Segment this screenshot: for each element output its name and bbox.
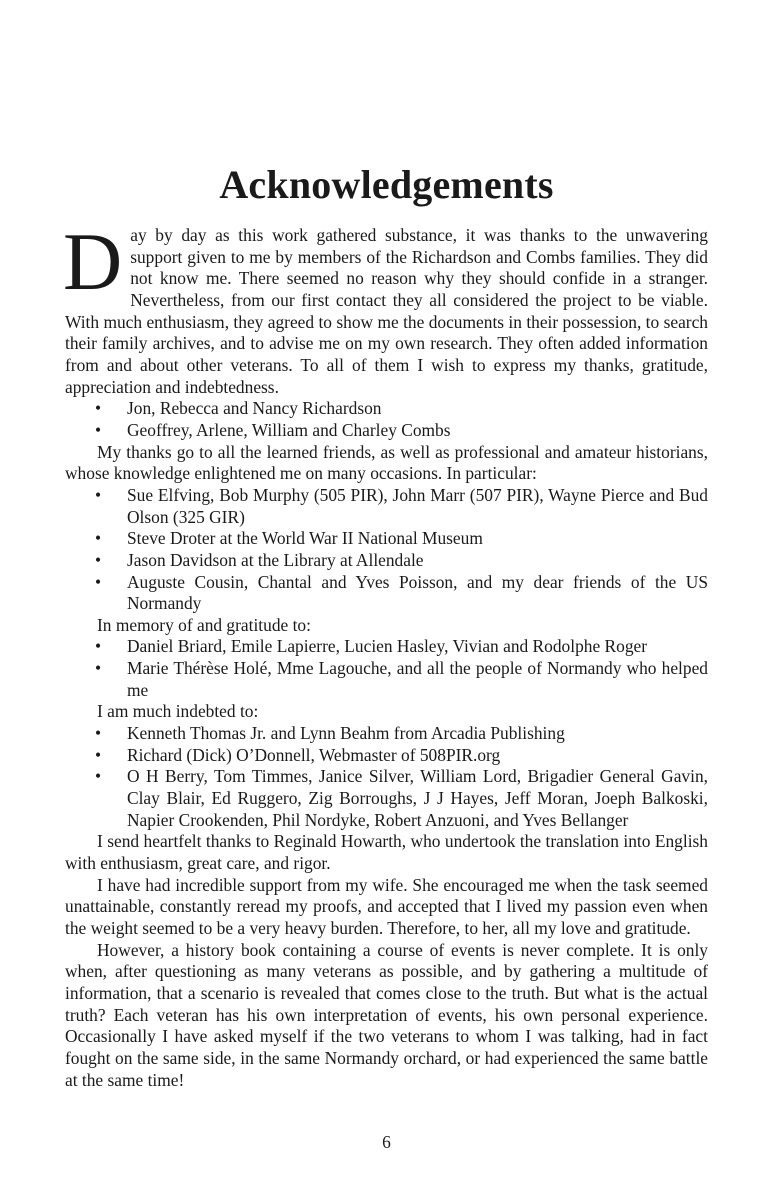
body-text: [63, 216, 708, 1091]
list-item: • Jason Davidson at the Library at Allendale: [65, 550, 708, 572]
drop-cap: D: [63, 216, 123, 307]
indebted-list: [65, 723, 708, 831]
page-number: 6: [382, 1132, 391, 1152]
list-item: • Auguste Cousin, Chantal and Yves Poisson, and my dear friends of the US Normandy: [65, 572, 708, 615]
memory-intro: In memory of and gratitude to:: [97, 614, 311, 635]
list-item: • O H Berry, Tom Timmes, Janice Silver, William Lord, Brigadier General Gavin, Clay Blair, Ed Ruggero, Zig Borroughs, J J Hayes, Jeff Moran, Joeph Balkoski, Napier Crookenden, Phil Nordyke, Robert Anzuoni, and Yves Bellanger: [65, 766, 708, 831]
intro-paragraph: [63, 216, 708, 398]
wife-paragraph: I have had incredible support from my wife. She encouraged me when the task seemed unattainable, constantly reread my proofs, and accepted that I lived my passion even when the weight seemed to be a very heavy burden. Therefore, to her, all my love and gratitude.: [65, 874, 708, 938]
list-item: • Geoffrey, Arlene, William and Charley Combs: [65, 420, 708, 442]
page-title: Acknowledgements: [219, 162, 554, 207]
list-item: • Richard (Dick) O’Donnell, Webmaster of 508PIR.org: [65, 745, 708, 767]
closing-paragraph: However, a history book containing a course of events is never complete. It is only when, after questioning as many veterans as possible, and by gathering a multitude of information, that a scenario is revealed that comes close to the truth. But what is the actual truth? Each veteran has his own interpretation of events, his own personal experience. Occasionally I have asked myself if the two veterans to whom I was talking, had in fact fought on the same side, in the same Normandy orchard, or had experienced the same battle at the same time!: [65, 939, 708, 1090]
list-item: • Marie Thérèse Holé, Mme Lagouche, and all the people of Normandy who helped me: [65, 658, 708, 701]
indebted-intro: I am much indebted to:: [97, 701, 259, 722]
list-item: • Jon, Rebecca and Nancy Richardson: [65, 398, 708, 420]
historians-list: [65, 485, 708, 615]
list-item: • Kenneth Thomas Jr. and Lynn Beahm from Arcadia Publishing: [65, 723, 708, 745]
list-item: • Sue Elfving, Bob Murphy (505 PIR), John Marr (507 PIR), Wayne Pierce and Bud Olson (325 GIR): [65, 485, 708, 528]
list-item: • Daniel Briard, Emile Lapierre, Lucien Hasley, Vivian and Rodolphe Roger: [65, 636, 708, 658]
list-item: • Steve Droter at the World War II National Museum: [65, 528, 708, 550]
families-list: [65, 398, 708, 441]
intro-text: ay by day as this work gathered substance, it was thanks to the unwavering support given to me by members of the Richardson and Combs families. They did not know me. There seemed no reason why they should confide in a stranger. Nevertheless, from our first contact they all considered the project to be viable. With much enthusiasm, they agreed to show me the documents in their possession, to search their family archives, and to advise me on my own research. They often added information from and about other veterans. To all of them I wish to express my thanks, gratitude, appreciation and indebtedness.: [65, 225, 708, 397]
translation-paragraph: I send heartfelt thanks to Reginald Howarth, who undertook the translation into English with enthusiasm, great care, and rigor.: [65, 831, 708, 874]
historians-intro: My thanks go to all the learned friends, as well as professional and amateur historians, whose knowledge enlightened me on many occasions. In particular:: [65, 441, 708, 484]
memory-list: [65, 636, 708, 701]
